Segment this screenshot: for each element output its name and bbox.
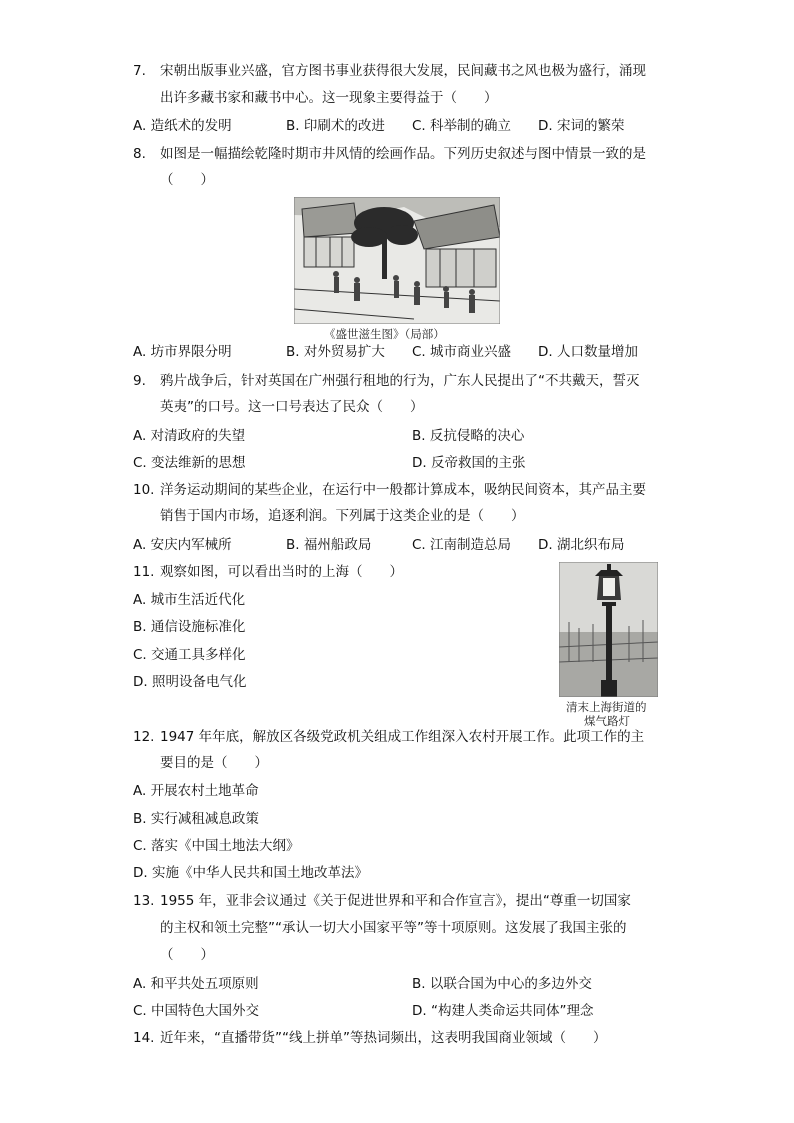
- option-d[interactable]: D. 实施《中华人民共和国土地改革法》: [133, 865, 368, 881]
- option-d[interactable]: D. 照明设备电气化: [133, 674, 247, 690]
- option-b[interactable]: B. 对外贸易扩大: [286, 344, 385, 360]
- option-a[interactable]: A. 造纸术的发明: [133, 118, 232, 134]
- question-number: 12.: [133, 729, 155, 745]
- question-number: 10.: [133, 482, 155, 498]
- option-b[interactable]: B. 以联合国为中心的多边外交: [412, 976, 592, 992]
- option-c[interactable]: C. 落实《中国土地法大纲》: [133, 838, 300, 854]
- question-number: 9.: [133, 373, 146, 389]
- question-stem-line: 1955 年，亚非会议通过《关于促进世界和平和合作宣言》，提出“尊重一切国家: [160, 893, 631, 909]
- question-number: 14.: [133, 1030, 155, 1046]
- option-b[interactable]: B. 反抗侵略的决心: [412, 428, 525, 444]
- option-c[interactable]: C. 城市商业兴盛: [412, 344, 512, 360]
- option-d[interactable]: D. 人口数量增加: [538, 344, 638, 360]
- question-number: 13.: [133, 893, 155, 909]
- option-b[interactable]: B. 印刷术的改进: [286, 118, 385, 134]
- painting-caption: 《盛世滋生图》（局部）: [324, 327, 445, 341]
- question-stem-line: 观察如图，可以看出当时的上海（ ）: [160, 564, 403, 580]
- option-c[interactable]: C. 变法维新的思想: [133, 455, 246, 471]
- question-stem-line: 出许多藏书家和藏书中心。这一现象主要得益于（ ）: [160, 90, 498, 106]
- option-d[interactable]: D. 湖北织布局: [538, 537, 625, 553]
- option-d[interactable]: D. “构建人类命运共同体”理念: [412, 1003, 594, 1019]
- option-b[interactable]: B. 通信设施标准化: [133, 619, 246, 635]
- question-stem-line: 英夷”的口号。这一口号表达了民众（ ）: [160, 399, 424, 415]
- photo-caption-line2: 煤气路灯: [584, 714, 630, 728]
- option-b[interactable]: B. 福州船政局: [286, 537, 372, 553]
- option-c[interactable]: C. 江南制造总局: [412, 537, 512, 553]
- option-c[interactable]: C. 中国特色大国外交: [133, 1003, 260, 1019]
- option-a[interactable]: A. 对清政府的失望: [133, 428, 246, 444]
- option-a[interactable]: A. 安庆内军械所: [133, 537, 232, 553]
- question-stem-line: 1947 年年底，解放区各级党政机关组成工作组深入农村开展工作。此项工作的主: [160, 729, 645, 745]
- painting-image: [294, 197, 500, 324]
- question-stem-line: 如图是一幅描绘乾隆时期市井风情的绘画作品。下列历史叙述与图中情景一致的是: [160, 146, 646, 162]
- option-a[interactable]: A. 开展农村土地革命: [133, 783, 259, 799]
- question-stem-line: 销售于国内市场，追逐利润。下列属于这类企业的是（ ）: [160, 508, 525, 524]
- question-stem-line: （ ）: [160, 172, 214, 188]
- question-number: 8.: [133, 146, 146, 162]
- option-a[interactable]: A. 坊市界限分明: [133, 344, 232, 360]
- option-a[interactable]: A. 城市生活近代化: [133, 592, 246, 608]
- photo-caption-line1: 清末上海街道的: [566, 700, 647, 714]
- question-stem-line: 宋朝出版事业兴盛，官方图书事业获得很大发展，民间藏书之风也极为盛行，涌现: [160, 63, 646, 79]
- option-a[interactable]: A. 和平共处五项原则: [133, 976, 259, 992]
- option-d[interactable]: D. 反帝救国的主张: [412, 455, 526, 471]
- question-number: 11.: [133, 564, 155, 580]
- question-stem-line: （ ）: [160, 947, 214, 963]
- option-c[interactable]: C. 科举制的确立: [412, 118, 512, 134]
- option-c[interactable]: C. 交通工具多样化: [133, 647, 246, 663]
- street-lamp-photo: [559, 562, 658, 697]
- option-d[interactable]: D. 宋词的繁荣: [538, 118, 625, 134]
- option-b[interactable]: B. 实行减租减息政策: [133, 811, 259, 827]
- question-stem-line: 近年来，“直播带货”“线上拼单”等热词频出，这表明我国商业领域（ ）: [160, 1030, 607, 1046]
- question-number: 7.: [133, 63, 146, 79]
- question-stem-line: 要目的是（ ）: [160, 755, 268, 771]
- question-stem-line: 的主权和领土完整”“承认一切大小国家平等”等十项原则。这发展了我国主张的: [160, 920, 627, 936]
- question-stem-line: 洋务运动期间的某些企业，在运行中一般都计算成本，吸纳民间资本，其产品主要: [160, 482, 646, 498]
- question-stem-line: 鸦片战争后，针对英国在广州强行租地的行为，广东人民提出了“不共戴天，誓灭: [160, 373, 640, 389]
